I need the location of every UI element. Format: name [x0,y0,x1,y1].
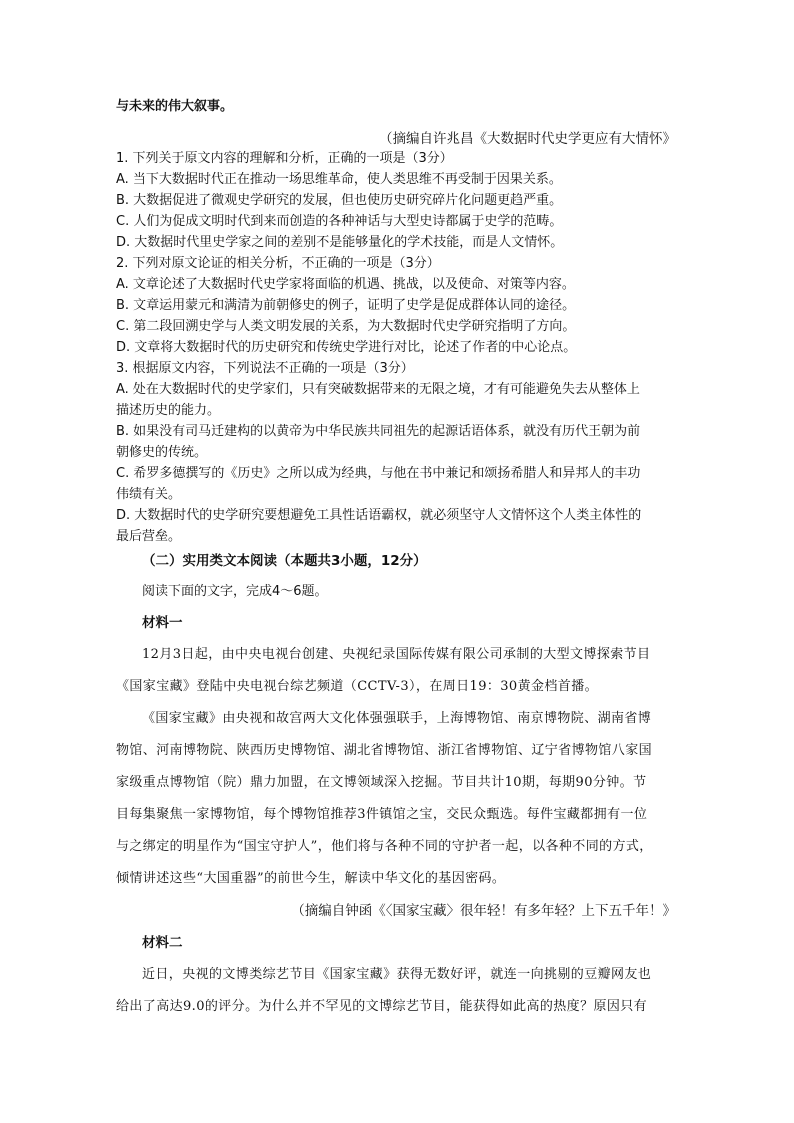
material-1-paragraph-1-line2: 《国家宝藏》登陆中央电视台综艺频道（CCTV-3），在周日19：30黄金档首播。 [116,679,599,694]
material-2-paragraph-1-line1: 近日，央视的文博类综艺节目《国家宝藏》获得无数好评，就连一向挑剔的豆瓣网友也 [142,967,652,982]
material-1-paragraph-2-line3: 家级重点博物馆（院）鼎力加盟，在文博领域深入挖掘。节目共计10期，每期90分钟。节 [116,775,647,790]
material-1-paragraph-2-line1: 《国家宝藏》由央视和故宫两大文化体强强联手，上海博物馆、南京博物院、湖南省博 [142,711,652,726]
section-instruction: 阅读下面的文字，完成4～6题。 [142,584,328,599]
question-1-option-b: B. 大数据促进了微观史学研究的发展，但也使历史研究碎片化问题更趋严重。 [116,193,563,208]
question-3-option-b-line2: 朝修史的传统。 [116,445,208,460]
question-2-option-d: D. 文章将大数据时代的历史研究和传统史学进行对比，论述了作者的中心论点。 [116,340,577,355]
material-1-paragraph-2-line4: 目每集聚焦一家博物馆，每个博物馆推荐3件镇馆之宝，交民众甄选。每件宝藏都拥有一位 [116,807,648,822]
question-2-option-a: A. 文章论述了大数据时代史学家将面临的机遇、挑战，以及使命、对策等内容。 [116,277,575,292]
question-3-option-c-line2: 伟绩有关。 [116,487,182,502]
question-2-option-b: B. 文章运用蒙元和满清为前朝修史的例子，证明了史学是促成群体认同的途径。 [116,298,576,313]
question-3-stem: 3. 根据原文内容，下列说法不正确的一项是（3分） [116,361,414,376]
question-1-option-c: C. 人们为促成文明时代到来而创造的各种神话与大型史诗都属于史学的范畴。 [116,214,563,229]
question-2-stem: 2. 下列对原文论证的相关分析，不正确的一项是（3分） [116,256,440,271]
question-3-option-a-line2: 描述历史的能力。 [116,403,221,418]
question-3-option-d-line2: 最后营垒。 [116,529,182,544]
question-3-option-c-line1: C. 希罗多德撰写的《历史》之所以成为经典，与他在书中兼记和颂扬希腊人和异邦人的丰功 [116,466,641,481]
material-1-label: 材料一 [142,615,183,631]
question-3-option-b-line1: B. 如果没有司马迁建构的以黄帝为中华民族共同祖先的起源话语体系，就没有历代王朝为前 [116,424,641,439]
question-2-option-c: C. 第二段回溯史学与人类文明发展的关系，为大数据时代史学研究指明了方向。 [116,319,576,334]
material-1-paragraph-2-line2: 物馆、河南博物院、陕西历史博物馆、湖北省博物馆、浙江省博物馆、辽宁省博物馆八家国 [116,743,653,758]
passage-end-line: 与未来的伟大叙事。 [116,99,234,114]
material-1-source: （摘编自钟函《〈国家宝藏〉很年轻！有多年轻？上下五千年！》 [291,903,676,919]
material-1-paragraph-2-line5: 与之绑定的明星作为“国宝守护人”，他们将与各种不同的守护者一起，以各种不同的方式， [116,839,653,854]
question-1-option-a: A. 当下大数据时代正在推动一场思维革命，使人类思维不再受制于因果关系。 [116,172,562,187]
material-1-paragraph-2-line6: 倾情讲述这些“大国重器”的前世今生，解读中华文化的基因密码。 [116,871,506,886]
section-heading: （二）实用类文本阅读（本题共3小题，12分） [142,553,427,569]
question-1-stem: 1. 下列关于原文内容的理解和分析，正确的一项是（3分） [116,151,453,166]
question-1-option-d: D. 大数据时代里史学家之间的差别不是能够量化的学术技能，而是人文情怀。 [116,235,564,250]
passage-source: （摘编自许兆昌《大数据时代史学更应有大情怀》 [379,131,676,147]
question-3-option-a-line1: A. 处在大数据时代的史学家们，只有突破数据带来的无限之境，才有可能避免失去从整体上 [116,382,640,397]
material-2-paragraph-1-line2: 给出了高达9.0的评分。为什么并不罕见的文博综艺节目，能获得如此高的热度？原因只有 [116,999,648,1014]
question-3-option-d-line1: D. 大数据时代的史学研究要想避免工具性话语霸权，就必须坚守人文情怀这个人类主体性的 [116,508,642,523]
material-2-label: 材料二 [142,935,183,951]
material-1-paragraph-1-line1: 12月3日起，由中央电视台创建、央视纪录国际传媒有限公司承制的大型文博探索节目 [142,647,651,662]
